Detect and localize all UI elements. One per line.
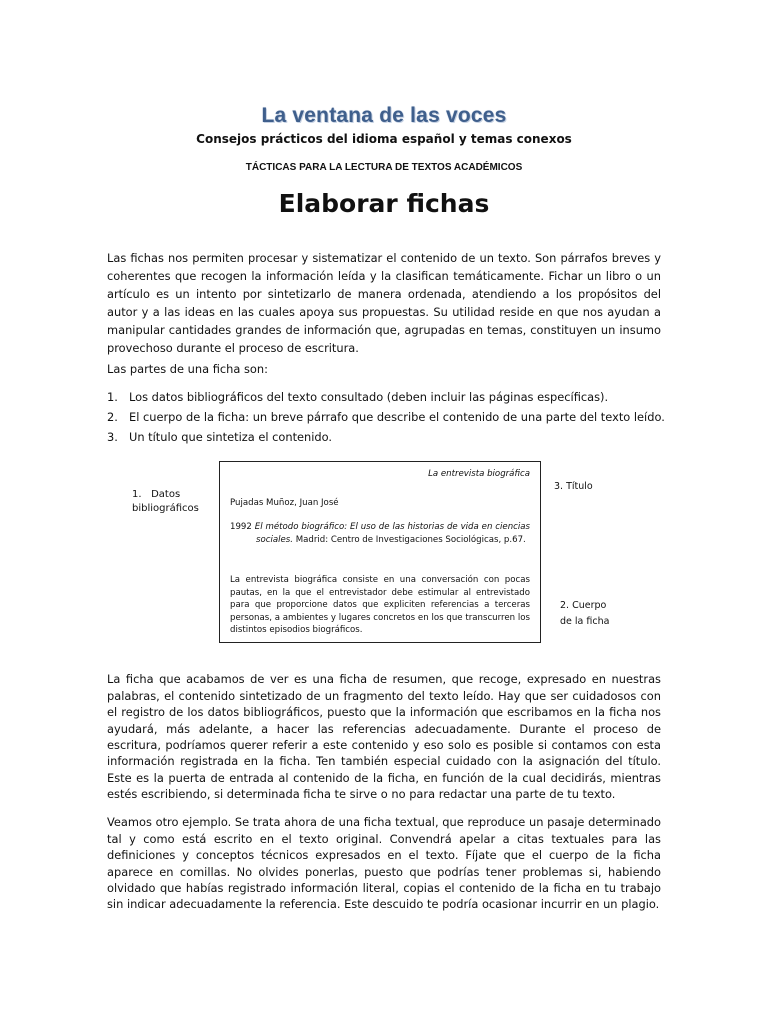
document-title: Elaborar fichas [278, 189, 490, 218]
list-item [107, 388, 667, 408]
label-datos-line2: bibliográficos [132, 503, 199, 514]
label-datos-bibliograficos [132, 488, 199, 516]
fiche-ref-rest: Madrid: Centro de Investigaciones Sociológicas, p.67. [295, 534, 526, 545]
textual-example-paragraph: Veamos otro ejemplo. Se trata ahora de una ficha textual, que reproduce un pasaje determinado tal y como está escrito en el texto original. Convendrá apelar a citas textuales para las definiciones y conceptos técnicos expresados en el texto. Fíjate que el cuerpo de la ficha aparece en comillas. No olvides ponerlas, puesto que podrías tener problemas si, habiendo olvidado que habías registrado información literal, copias el contenido de la ficha en tu trabajo sin indicar adecuadamente la referencia. Este descuido te podría ocasionar incurrir en un plagio. [107, 815, 661, 912]
label-datos-line1: Datos [151, 489, 181, 500]
fiche-author: Pujadas Muñoz, Juan José [230, 498, 339, 508]
section-label: TÁCTICAS PARA LA LECTURA DE TEXTOS ACADÉMICOS [245, 162, 523, 173]
summary-paragraph: La ficha que acabamos de ver es una ficha de resumen, que recoge, expresado en nuestras palabras, el contenido sintetizado de un fragmento del texto leído. Hay que ser cuidadosos con el registro de los datos bibliográficos, puesto que la información que escribamos en la ficha nos ayudará, más adelante, a hacer las referencias adecuadamente. Durante el proceso de escritura, podríamos querer referir a este contenido y eso solo es posible si contamos con esta información registrada en la ficha. Ten también especial cuidado con la asignación del título. Este es la puerta de entrada al contenido de la ficha, en función de la cual decidirás, mientras estés escribiendo, si determinada ficha te sirve o no para redactar una parte de tu texto. [107, 672, 661, 802]
parts-list [107, 388, 667, 448]
list-item-number: 1. [107, 390, 118, 404]
brand-subtitle: Consejos prácticos del idioma español y temas conexos [196, 132, 572, 146]
brand-title: La ventana de las voces [261, 104, 507, 127]
label-cuerpo-line1: 2. Cuerpo [560, 600, 607, 611]
fiche-ref-year: 1992 [230, 522, 252, 532]
fiche-body: La entrevista biográfica consiste en una conversación con pocas pautas, en la que el entrevistador debe estimular al entrevistado para que proporcione datos que expliciten referencias a terceras personas, a ambientes y lugares concretos en los que transcurren los distintos episodios biográficos. [230, 575, 530, 635]
list-item-number: 2. [107, 410, 118, 424]
fiche-ref-title: El método biográfico: El uso de las historias de vida en ciencias sociales. [254, 522, 530, 545]
list-item-text: El cuerpo de la ficha: un breve párrafo que describe el contenido de una parte del texto leído. [129, 410, 665, 424]
list-item [107, 428, 667, 448]
label-cuerpo-ficha [560, 598, 609, 630]
fiche-reference [230, 521, 530, 546]
fiche-example [219, 461, 541, 643]
list-item-text: Un título que sintetiza el contenido. [129, 430, 333, 444]
label-titulo: 3. Título [554, 481, 593, 492]
parts-intro: Las partes de una ficha son: [107, 362, 268, 376]
fiche-header: La entrevista biográfica [428, 469, 530, 479]
label-cuerpo-line2: de la ficha [560, 616, 610, 627]
list-item-number: 3. [107, 430, 118, 444]
label-datos-number: 1. [132, 489, 142, 500]
intro-paragraph: Las fichas nos permiten procesar y sistematizar el contenido de un texto. Son párrafos breves y coherentes que recogen la información leída y la clasifican temáticamente. Fichar un libro o un artículo es un intento por sintetizarlo de manera ordenada, atendiendo a los propósitos del autor y a las ideas en las cuales apoya sus propuestas. Su utilidad reside en que nos ayudan a manipular cantidades grandes de información que, agrupadas en temas, constituyen un insumo provechoso durante el proceso de escritura. [107, 251, 661, 356]
list-item [107, 408, 667, 428]
list-item-text: Los datos bibliográficos del texto consultado (deben incluir las páginas específicas). [129, 390, 609, 404]
